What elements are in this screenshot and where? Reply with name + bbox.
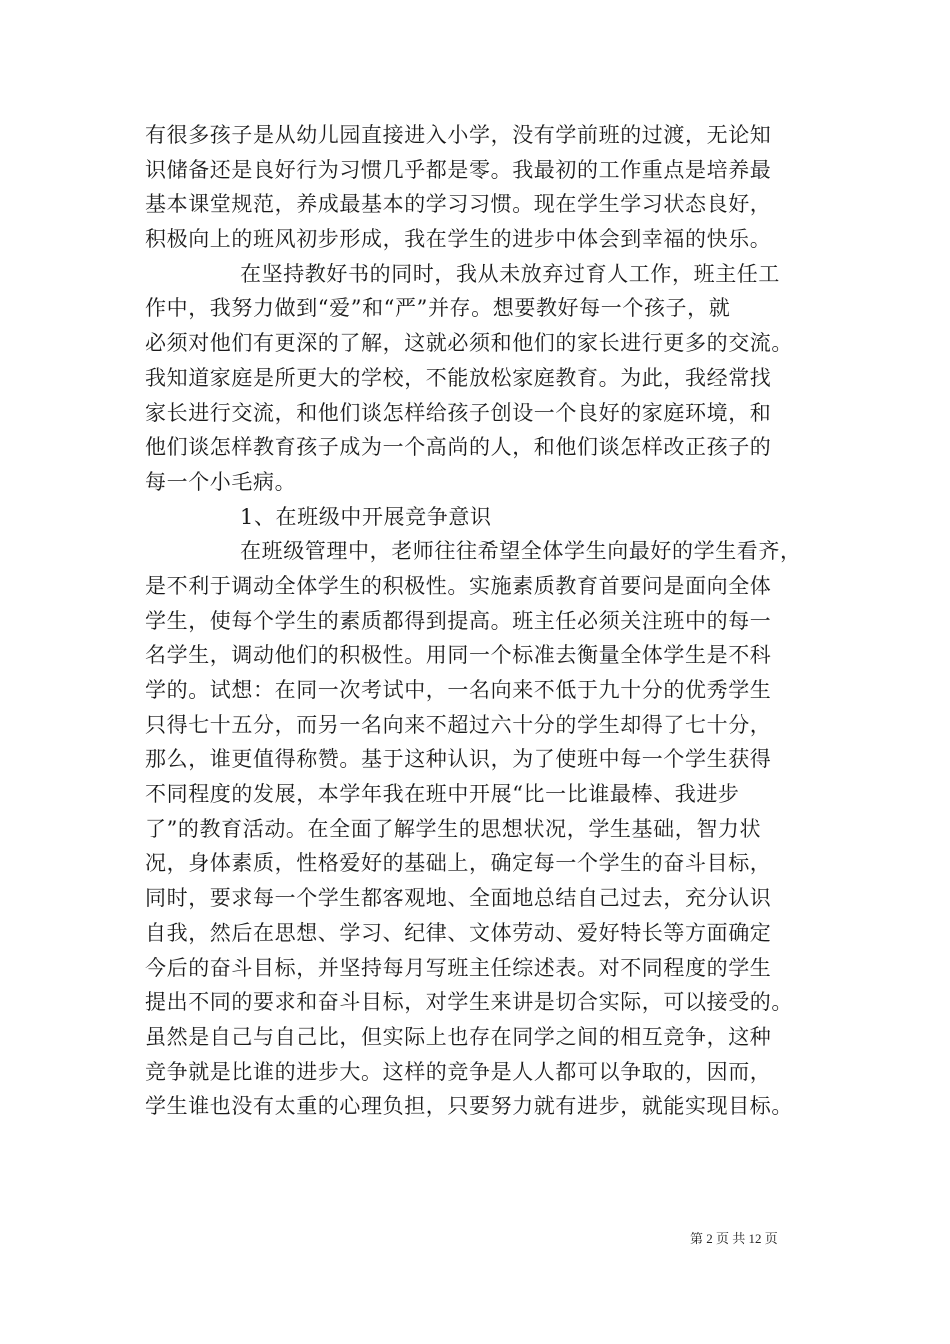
text-line: 学的。试想：在同一次考试中，一名向来不低于九十分的优秀学生 (145, 678, 772, 702)
text-line: 今后的奋斗目标，并坚持每月写班主任综述表。对不同程度的学生 (145, 955, 772, 980)
text-line: 识储备还是良好行为习惯几乎都是零。我最初的工作重点是培养最 (145, 157, 772, 182)
text-line: 不同程度的发展，本学年我在班中开展“比一比谁最棒、我进步 (145, 782, 740, 807)
text-line: 了”的教育活动。在全面了解学生的思想状况，学生基础，智力状 (145, 816, 762, 841)
text-line: 在坚持教好书的同时，我从未放弃过育人工作，班主任工 (240, 261, 780, 286)
text-line: 必须对他们有更深的了解，这就必须和他们的家长进行更多的交流。 (145, 331, 793, 356)
text-line: 他们谈怎样教育孩子成为一个高尚的人，和他们谈怎样改正孩子的 (145, 435, 772, 460)
text-line: 1、在班级中开展竞争意识 (240, 504, 492, 529)
text-line: 那么，谁更值得称赞。基于这种认识，为了使班中每一个学生获得 (145, 747, 772, 772)
text-line: 作中，我努力做到“爱”和“严”并存。想要教好每一个孩子，就 (145, 296, 731, 321)
text-line: 在班级管理中，老师往往希望全体学生向最好的学生看齐， (240, 539, 802, 564)
text-line: 积极向上的班风初步形成，我在学生的进步中体会到幸福的快乐。 (145, 227, 772, 252)
text-line: 只得七十五分，而另一名向来不超过六十分的学生却得了七十分， (145, 712, 772, 737)
text-line: 况，身体素质，性格爱好的基础上，确定每一个学生的奋斗目标， (145, 851, 772, 876)
text-line: 有很多孩子是从幼儿园直接进入小学，没有学前班的过渡，无论知 (145, 123, 772, 147)
text-line: 学生谁也没有太重的心理负担，只要努力就有进步，就能实现目标。 (145, 1094, 793, 1119)
page-number-footer: 第 2 页 共 12 页 (690, 1231, 778, 1246)
document-body (145, 118, 825, 1124)
text-line: 基本课堂规范，养成最基本的学习习惯。现在学生学习状态良好， (145, 192, 772, 217)
text-line: 提出不同的要求和奋斗目标，对学生来讲是切合实际，可以接受的。 (145, 990, 793, 1015)
text-line: 自我，然后在思想、学习、纪律、文体劳动、爱好特长等方面确定 (145, 920, 772, 945)
text-line: 是不利于调动全体学生的积极性。实施素质教育首要问是面向全体 (145, 573, 772, 598)
text-line: 同时，要求每一个学生都客观地、全面地总结自己过去，充分认识 (145, 886, 772, 911)
text-line: 名学生，调动他们的积极性。用同一个标准去衡量全体学生是不科 (145, 643, 772, 668)
text-line: 竞争就是比谁的进步大。这样的竞争是人人都可以争取的，因而， (145, 1059, 772, 1084)
text-line: 家长进行交流，和他们谈怎样给孩子创设一个良好的家庭环境，和 (145, 400, 772, 425)
text-line: 虽然是自己与自己比，但实际上也存在同学之间的相互竞争，这种 (145, 1024, 772, 1049)
text-line: 学生，使每个学生的素质都得到提高。班主任必须关注班中的每一 (145, 608, 772, 633)
text-line: 每一个小毛病。 (145, 469, 297, 494)
text-line: 我知道家庭是所更大的学校，不能放松家庭教育。为此，我经常找 (145, 365, 772, 390)
